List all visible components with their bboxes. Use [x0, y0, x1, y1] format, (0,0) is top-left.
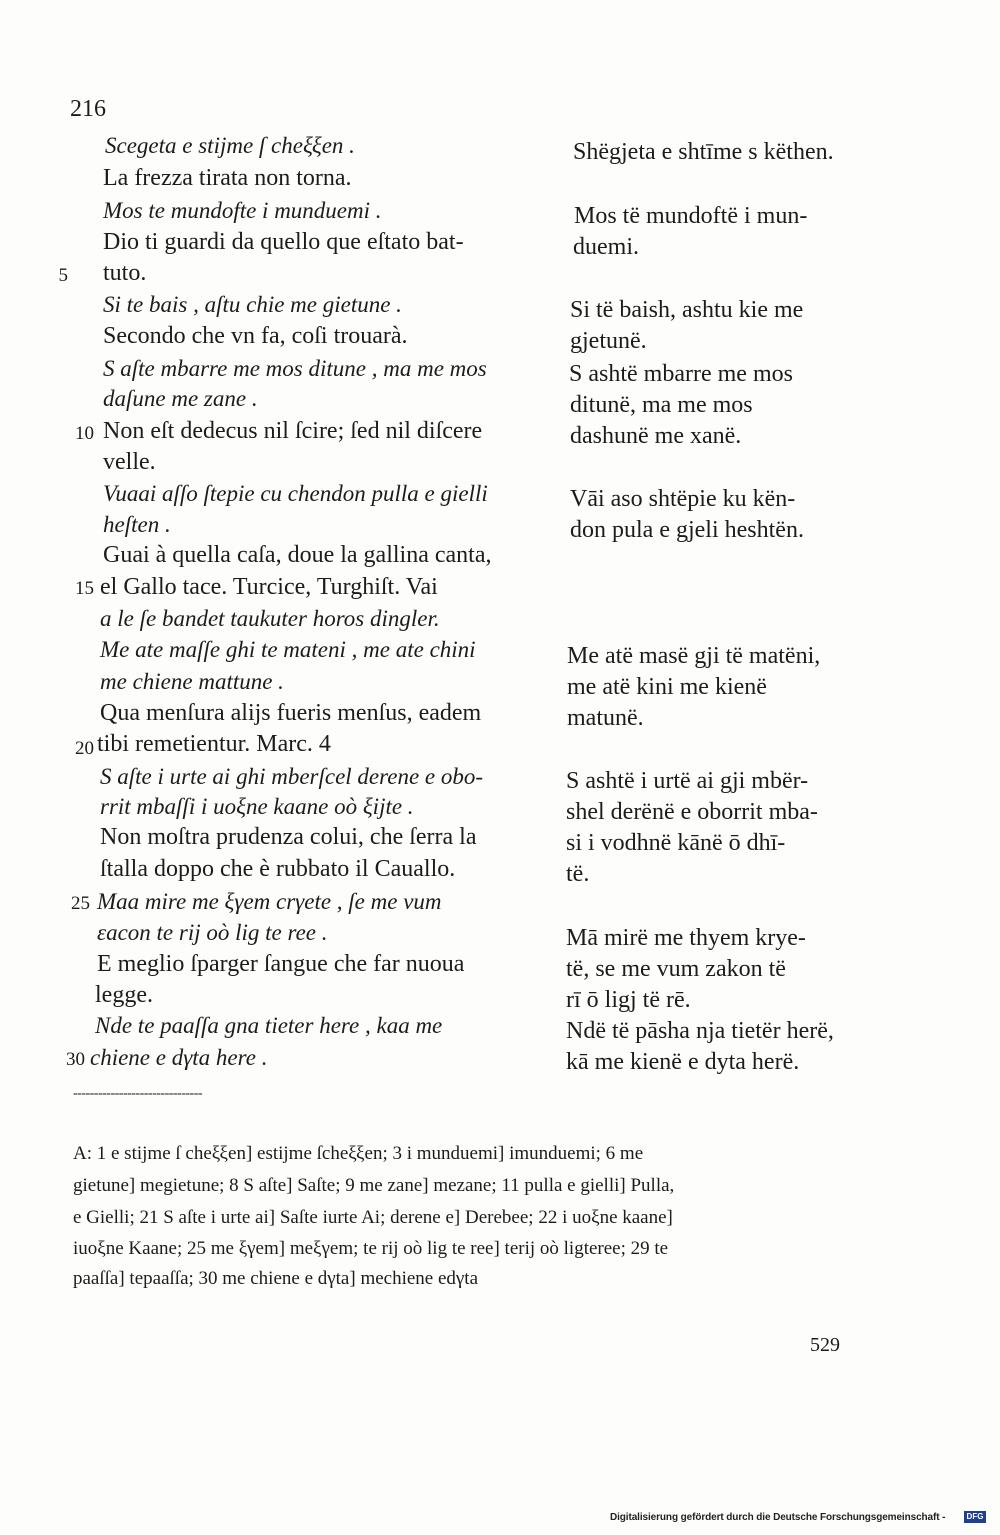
left-line: daſune me zane . [103, 386, 258, 411]
left-line: La frezza tirata non torna. [103, 165, 352, 191]
left-line: Mos te mundofte i munduemi . [103, 198, 382, 223]
right-line: Ndë të pāsha nja tietër herë, [566, 1018, 834, 1044]
left-line: velle. [103, 449, 156, 475]
left-line: S aſte i urte ai ghi mberſcel derene e obo- [100, 764, 484, 789]
right-line: rī ō ligj të rē. [566, 987, 691, 1013]
right-line: S ashtë mbarre me mos [569, 361, 793, 387]
left-line: Non moſtra prudenza colui, che ſerra la [100, 824, 477, 850]
right-line: të, se me vum zakon të [566, 956, 786, 982]
line-number: 30 [66, 1049, 85, 1070]
left-line: Qua menſura alijs fueris menſus, eadem [100, 700, 482, 726]
left-line: Non eſt dedecus nil ſcire; ſed nil diſcere [103, 418, 483, 444]
right-line: me atë kini me kienë [567, 674, 767, 700]
right-line: shel derënë e oborrit mba- [566, 799, 818, 825]
dfg-logo: DFG [964, 1511, 986, 1523]
left-line: Si te bais , aſtu chie me gietune . [103, 292, 402, 317]
right-line: si i vodhnë kānë ō dhī- [566, 830, 786, 856]
footnote-line: iuoξne Kaane; 25 me ξγem] meξγem; te rij oò lig te ree] terij oò ligteree; 29 te [73, 1238, 669, 1259]
line-number: 20 [75, 738, 94, 759]
left-line: Guai à quella caſa, doue la gallina canta, [103, 542, 492, 568]
right-line: të. [566, 861, 590, 887]
line-number: 15 [75, 578, 94, 599]
right-line: dashunë me xanë. [570, 423, 742, 449]
right-line: Me atë masë gji të matëni, [567, 643, 821, 669]
left-line: E meglio ſparger ſangue che far nuoua [97, 951, 465, 977]
left-line: Scegeta e stijme ſ cheξξen . [105, 133, 355, 158]
right-line: kā me kienë e dyta herë. [566, 1049, 800, 1075]
left-line: ſtalla doppo che è rubbato il Cauallo. [100, 856, 456, 882]
right-line: duemi. [573, 234, 639, 260]
line-number: 25 [71, 893, 90, 914]
right-line: don pula e gjeli heshtën. [570, 517, 804, 543]
footnote-line: paaſſa] tepaaſſa; 30 me chiene e dγta] mechiene edγta [73, 1268, 479, 1289]
left-line: tuto. [103, 260, 147, 286]
folio-number: 529 [810, 1334, 840, 1356]
footnote-line: gietune] megietune; 8 S aſte] Saſte; 9 me zane] mezane; 11 pulla e gielli] Pulla, [73, 1175, 675, 1196]
footnote-rule: ------------------------------- [73, 1086, 203, 1101]
right-line: Shëgjeta e shtīme s këthen. [573, 139, 834, 165]
line-number: 5 [58, 265, 68, 286]
page-header: 216 [70, 96, 106, 122]
left-line: Secondo che vn fa, coſi trouarà. [103, 323, 408, 349]
left-line: Vuaai aſſo ſtepie cu chendon pulla e gielli [103, 481, 488, 506]
left-line: heſten . [103, 512, 171, 537]
right-line: Vāi aso shtëpie ku kën- [570, 486, 796, 512]
right-line: S ashtë i urtë ai gji mbër- [566, 768, 809, 794]
left-line: chiene e dγta here . [90, 1045, 268, 1070]
right-line: Mos të mundoftë i mun- [574, 203, 808, 229]
right-line: matunë. [567, 705, 644, 731]
footnote-line: e Gielli; 21 S aſte i urte ai] Saſte iurte Ai; derene e] Derebee; 22 i uoξne kaane] [73, 1207, 673, 1228]
left-line: me chiene mattune . [100, 669, 284, 694]
left-line: a le ſe bandet taukuter horos dingler. [100, 606, 440, 631]
right-line: ditunë, ma me mos [570, 392, 753, 418]
left-line: Nde te paaſſa gna tieter here , kaa me [95, 1013, 443, 1038]
funding-credit: Digitalisierung gefördert durch die Deutsche Forschungsgemeinschaft - [610, 1512, 946, 1523]
left-line: Me ate maſſe ghi te mateni , me ate chini [100, 637, 476, 662]
footnote-line: A: 1 e stijme ſ cheξξen] estijme ſcheξξen; 3 i munduemi] imunduemi; 6 me [73, 1143, 644, 1164]
left-line: Dio ti guardi da quello que eſtato bat- [103, 229, 464, 255]
right-line: Mā mirë me thyem krye- [566, 925, 806, 951]
left-line: el Gallo tace. Turcice, Turghiſt. Vai [100, 574, 438, 600]
left-line: rrit mbaſſi i uoξne kaane oò ξijte . [100, 794, 414, 819]
left-line: εacon te rij oò lig te ree . [97, 920, 328, 945]
right-line: gjetunë. [570, 328, 647, 354]
left-line: S aſte mbarre me mos ditune , ma me mos [103, 356, 487, 381]
right-line: Si të baish, ashtu kie me [570, 297, 804, 323]
left-line: tibi remetientur. Marc. 4 [97, 731, 331, 757]
left-line: Maa mire me ξγem crγete , ſe me vum [97, 889, 442, 914]
line-number: 10 [75, 423, 94, 444]
left-line: legge. [95, 982, 153, 1008]
